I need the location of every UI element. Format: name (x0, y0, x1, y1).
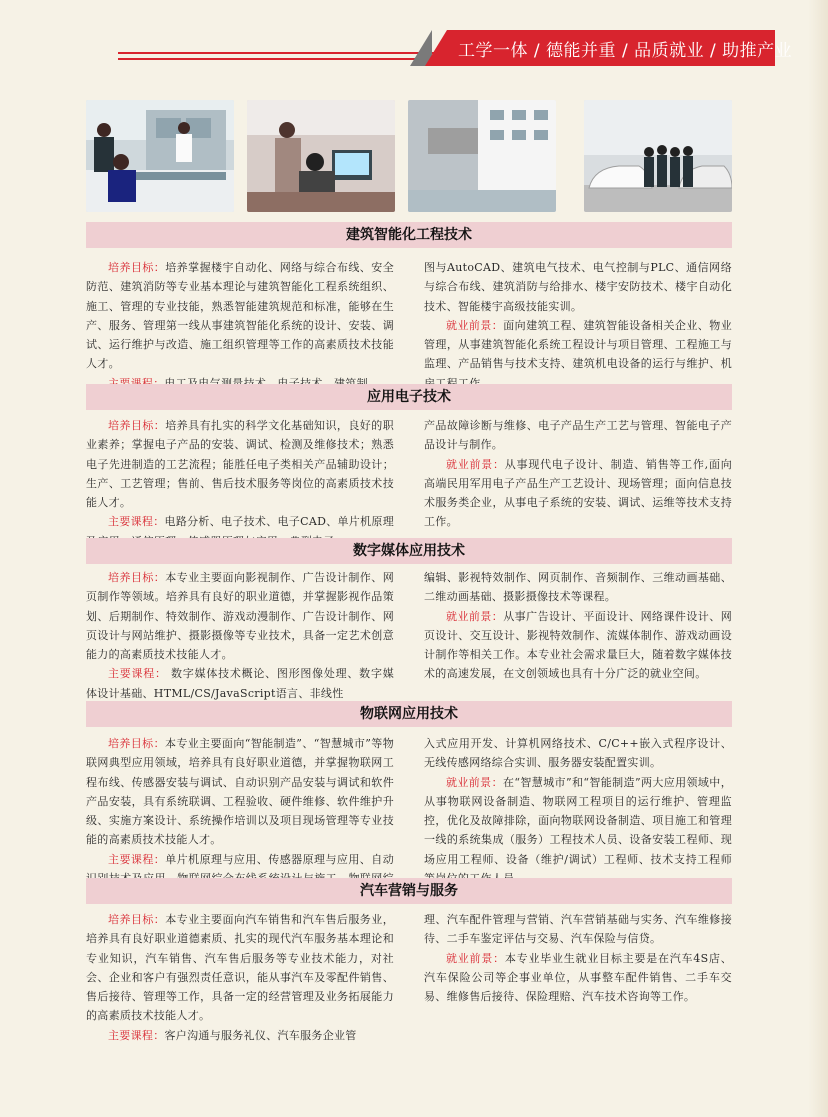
career-label: 就业前景： (446, 609, 504, 623)
section-auto-right-column (424, 910, 732, 1006)
courses-label: 主要课程： (108, 667, 167, 681)
section-title-auto-marketing: 汽车营销与服务 (86, 878, 732, 904)
career-paragraph (424, 607, 732, 684)
career-paragraph (424, 949, 732, 1007)
section-title-applied-electronics: 应用电子技术 (86, 384, 732, 410)
career-text: 本专业毕业生就业目标主要是在汽车4S店、汽车保险公司等企事业单位，从事整车配件销售、二手车交易、维修售后接待、保险理赔、汽车技术咨询等工作。 (424, 951, 732, 1004)
training-goal-label: 培养目标： (108, 261, 166, 274)
career-label: 就业前景： (446, 775, 503, 789)
career-text: 面向建筑工程、建筑智能设备相关企业、物业管理，从事建筑智能化系统工程设计与项目管理、工程施工与监理、产品销售与技术支持、建筑机电设备的运行与维护、机 (424, 318, 733, 371)
car-service-team-photo (584, 100, 732, 212)
courses-continued-text: 编辑、影视特效制作、网页制作、音频制作、三维动画基础、二维动画基础、摄影摄像技术等课程。 (424, 571, 732, 604)
section-building-left-column (86, 258, 394, 393)
courses-continued-paragraph (424, 734, 732, 773)
training-goal-paragraph (86, 416, 394, 512)
training-goal-label: 培养目标： (108, 737, 165, 750)
training-goal-label: 培养目标： (108, 913, 166, 926)
section-title-building-intelligence: 建筑智能化工程技术 (86, 222, 732, 248)
courses-text: 单片机原理与应用、传感器原理与应用、自动 (165, 852, 395, 866)
courses-continued-paragraph (424, 910, 732, 949)
courses-label: 主要课程： (108, 515, 165, 529)
training-goal-label: 培养目标： (108, 571, 166, 584)
photo-strip (86, 100, 732, 212)
section-electronics-right-column (424, 416, 732, 532)
training-building-photo (408, 100, 556, 212)
section-media-left-column (86, 568, 394, 703)
section-auto-left-column (86, 910, 394, 1045)
career-paragraph (424, 316, 732, 393)
courses-continued-paragraph (424, 258, 732, 316)
courses-continued-paragraph (424, 568, 732, 607)
training-goal-text: 培养掌握楼宇自动化、网络与综合布线、安全防范、建筑消防等专业基本理论与建筑智能化工程系统组织、施工、管理的专业技能，熟悉智能建筑规范和标准，能够在生产、服务、管理第一线从事建筑智能化系统的设计、安装、调试、运行维护与改造、施工组织管理等工作的高素质技术技能人才。 (86, 261, 395, 371)
courses-continued-text: 理、汽车配件管理与营销、汽车营销基础与实务、汽车维修接待、二手车鉴定评估与交易、汽车保险与信贷。 (424, 913, 732, 946)
section-electronics-left-column (86, 416, 394, 551)
training-goal-text: 本专业主要面向影视制作、广告设计制作、网页制作等领域。培养具有良好的职业道德，并掌握影视作品策划、后期制作、特效制作、游戏动漫制作、广告设计制作、网页设计与网站维护、摄影摄像等专业技术，具备一定艺术创意能力的高素质技术技能人才。 (86, 571, 395, 662)
training-goal-label: 培养目标： (108, 419, 166, 432)
training-goal-paragraph (86, 734, 394, 850)
lab-training-photo (86, 100, 234, 212)
career-paragraph (424, 455, 732, 532)
courses-text: 客户沟通与服务礼仪、汽车服务企业管 (164, 1028, 357, 1042)
training-goal-text: 本专业主要面向“智能制造”、“智慧城市”等物联网典型应用领域，培养具有良好职业道德，并掌握物联网工程布线、传感器安装与调试、自动识别产品安装与调试和软件产品安装，具有系统联调、工程验收、硬件维修、软件维护升级、实施方案设计、系统操作培训以及项目现场管理等专业技能的高素质技术技能人才。 (86, 737, 395, 847)
courses-text: 电路分析、电子技术、电子CAD、单片机原理 (164, 515, 395, 529)
section-building-right-column (424, 258, 732, 393)
career-text: 在“智慧城市”和“智能制造”两大应用领域中，从事物联网设备制造、物联网工程项目的运行维护、管理监控，优化及故障排除，面向物联网设备制造、项目施工和管理一线的系统集成（服务）工程技术人员、设备安装工程师、现场应用工程师、设备（维护/调试）工程师、技术支持工程师 (424, 775, 733, 866)
page-header (0, 0, 828, 80)
section-iot-right-column (424, 734, 732, 888)
training-goal-text: 本专业主要面向汽车销售和汽车售后服务业，培养具有良好职业道德素质、扎实的现代汽车服务基本理论和专业知识，汽车销售、汽车售后服务等专业技术能力，对社会、企业和客户有强烈责任意识，能从事汽车及零配件销售、售后接待、管理等工作，具备一定的经营管理及业务拓展能力的高素质技术技能人才。 (86, 913, 395, 1023)
courses-label: 主要课程： (108, 1028, 165, 1042)
section-title-iot: 物联网应用技术 (86, 701, 732, 727)
classroom-computer-photo (247, 100, 395, 212)
courses-label: 主要课程： (108, 852, 166, 866)
training-goal-paragraph (86, 568, 394, 664)
courses-paragraph (86, 1026, 394, 1045)
career-text: 从事广告设计、平面设计、网络课件设计、网页设计、交互设计、影视特效制作、流媒体制作、游戏动画设计制作等相关工作。本专业社会需求量巨大，随着数字媒体技术的高速发展，在文创领域也具有十分广泛的就业空间。 (424, 609, 733, 681)
courses-continued-text: 入式应用开发、计算机网络技术、C/C++嵌入式程序设计、无线传感网络综合实训、服务器安装配置实训。 (424, 737, 732, 770)
slogan-text: 工学一体 / 德能并重 / 品质就业 / 助推产业 (458, 41, 793, 61)
training-goal-paragraph (86, 910, 394, 1026)
courses-continued-text: 产品故障诊断与维修、电子产品生产工艺与管理、智能电子产品设计与制作。 (424, 419, 732, 452)
career-label: 就业前景： (446, 457, 505, 471)
section-title-digital-media: 数字媒体应用技术 (86, 538, 732, 564)
courses-continued-paragraph (424, 416, 732, 455)
courses-text: 数字媒体技术概论、图形图像处理、数字媒体设计基础、HTML/CS/JavaScript语言、非线性 (86, 667, 395, 700)
training-goal-paragraph (86, 258, 394, 374)
career-label: 就业前景： (446, 951, 505, 965)
career-text: 从事现代电子设计、制造、销售等工作,面向高端民用军用电子产品生产工艺设计、现场管理；面向信息技术服务类企业，从事电子系统的安装、调试、运维等技术支持工作。 (424, 457, 733, 529)
courses-paragraph (86, 664, 394, 703)
career-label: 就业前景： (446, 318, 504, 332)
training-goal-text: 培养具有扎实的科学文化基础知识，良好的职业素养；掌握电子产品的安装、调试、检测及维修技术；熟悉电子先进制造的工艺流程；能胜任电子类相关产品辅助设计；生产、工艺管理；售前、售后技术服务等岗位的高素质技术技能人才。 (86, 419, 395, 510)
page-edge-shadow (808, 0, 828, 1117)
courses-continued-text: 图与AutoCAD、建筑电气技术、电气控制与PLC、通信网络与综合布线、建筑消防与给排水、楼宇安防技术、楼宇自动化技术、智能楼宇高级技能实训。 (424, 261, 732, 313)
section-media-right-column (424, 568, 732, 684)
career-paragraph (424, 773, 732, 889)
header-decor-lines (118, 52, 438, 62)
